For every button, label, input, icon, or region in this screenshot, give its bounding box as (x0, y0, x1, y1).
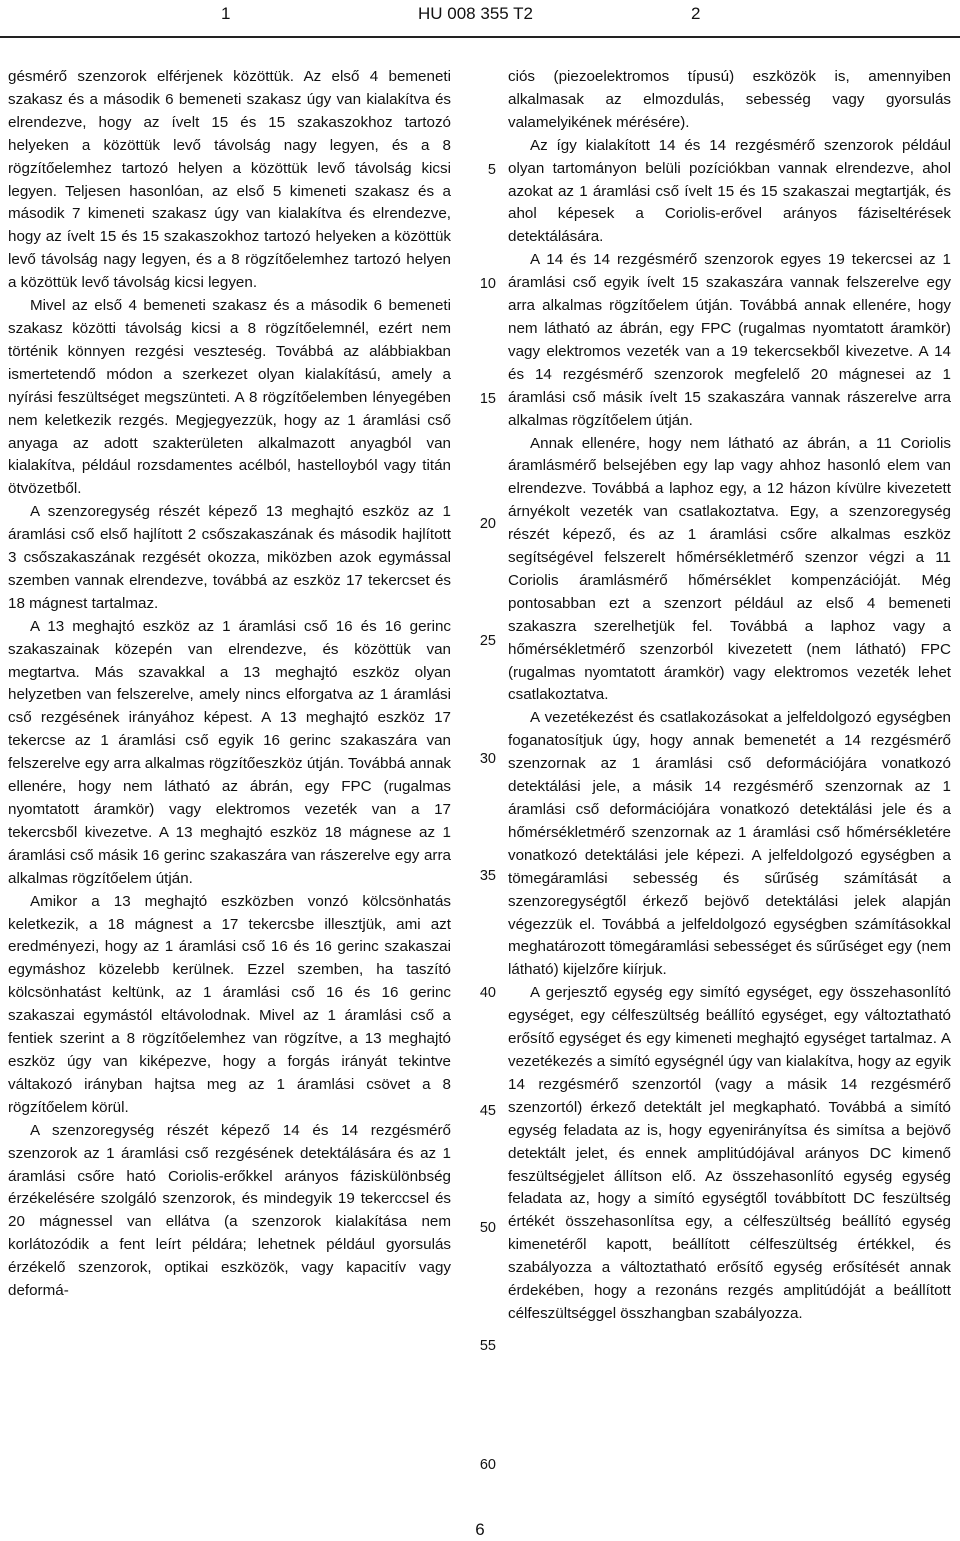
column-number-right: 2 (691, 4, 701, 23)
line-number: 35 (479, 868, 496, 884)
line-number: 20 (479, 516, 496, 532)
column-number-left: 1 (221, 4, 231, 23)
line-number: 50 (479, 1220, 496, 1236)
left-column (8, 66, 451, 1303)
paragraph: A 13 meghajtó eszköz az 1 áramlási cső 16 és 16 gerinc szakaszainak közepén van elrendezve, és közöttük van megtartva. Más szavakkal a 13 meghajtó eszköz olyan helyzetben van felszerelve, amely nincs elforgatva az 1 áramlási cső rezgésének irányához képest. A 13 meghajtó eszköz 17 tekercse az 1 áramlási cső egyik 16 gerinc szakaszára van felszerelve egy arra alkalmas rögzítőeszköz útján. Továbbá annak ellenére, hogy nem látható az ábrán, egy FPC (rugalmas nyomtatott áramkör) vagy elektromos vezeték van a 17 tekercsből kivezetve. A 13 meghajtó eszköz 18 mágnese az 1 áramlási cső másik 16 gerinc szakaszára van rászerelve egy arra alkalmas rögzítőelem útján. (8, 617, 451, 887)
line-number: 15 (479, 391, 496, 407)
paragraph: gésmérő szenzorok elférjenek közöttük. Az első 4 bemeneti szakasz és a második 6 bemeneti szakasz úgy van kialakítva és elrendezve, hogy az ívelt 15 és 15 szakaszokhoz tartozó helyeken a közöttük levő távolság nagy legyen, és a 8 rögzítőelemhez tartozó helyen a közöttük levő távolság kicsi legyen. Teljesen hasonlóan, az első 5 kimeneti szakasz és a második 7 kimeneti szakasz úgy van kialakítva és elrendezve, hogy az ívelt 15 és 15 szakaszokhoz tartozó helyeken a közöttük levő távolság nagy legyen, és a 8 rögzítőelemhez tartozó helyen a közöttük levő távolság kicsi legyen. (8, 68, 451, 292)
line-numbers (466, 0, 496, 1541)
paragraph: A szenzoregység részét képező 14 és 14 rezgésmérő szenzorok az 1 áramlási cső rezgésének detektálására és az 1 áramlási csőre ható Coriolis-erőkkel arányos fáziskülönbség érzékelésére szolgáló szenzorok, és mindegyik 19 tekerccsel és 20 mágnessel van ellátva (a szenzorok kialakítása nem korlátozódik a fent leírt példára; lehetnek például gyorsulás érzékelő szenzorok, optikai eszközök, vagy kapacitív vagy deformá- (8, 1121, 451, 1300)
line-number: 55 (479, 1338, 496, 1354)
document-id: HU 008 355 T2 (418, 4, 533, 23)
paragraph: A szenzoregység részét képező 13 meghajtó eszköz az 1 áramlási cső első hajlított 2 csőszakaszának és második hajlított 3 csőszakaszának rezgését okozza, miközben azok egymással szemben vannak elrendezve, továbbá az eszköz 17 tekercset és 18 mágnest tartalmaz. (8, 503, 451, 612)
paragraph: Amikor a 13 meghajtó eszközben vonzó kölcsönhatás keletkezik, a 18 mágnest a 17 tekercsbe illesztjük, ami azt eredményezi, hogy az 1 áramlási cső 16 és 16 gerinc szakaszai egymáshoz közelebb kerülnek. Ezzel szemben, ha taszító kölcsönhatást keltünk, az 1 áramlási cső 16 és 16 gerinc szakaszai egymástól eltávolodnak. Mivel az 1 áramlási cső a fentiek szerint a 8 rögzítőelemhez van rögzítve, a 13 meghajtó eszköz úgy van kiképezve, hogy a forgás irányát tekintve váltakozó irányban hajtsa meg az 1 áramlási csövet a 8 rögzítőelem körül. (8, 892, 451, 1116)
line-number: 5 (487, 162, 496, 178)
line-number: 10 (479, 276, 496, 292)
line-number: 45 (479, 1103, 496, 1119)
line-number: 30 (479, 751, 496, 767)
paragraph: Mivel az első 4 bemeneti szakasz és a második 6 bemeneti szakasz közötti távolság kicsi a 8 rögzítőelemnél, ezért nem történik könnyen rezgési veszteség. Továbbá az alábbiakban ismertetendő módon a szerkezet olyan kialakítású, amely a nyírási feszültséget megszünteti. A 8 rögzítőelemben lényegében nem keletkezik rezgés. Megjegyezzük, hogy az 1 áramlási cső anyaga az adott szakterületen alkalmazott anyagból van kialakítva, például rozsdamentes acélból, hastelloyból vagy titán ötvözetből. (8, 297, 451, 498)
paragraph: A gerjesztő egység egy simító egységet, egy összehasonlító egységet, egy célfeszültség beállító egységet, egy változtatható erősítő egységet és egy kimeneti meghajtó egységet tartalmaz. A vezetékezés a simító egységnél úgy van kialakítva, hogy az egyik 14 rezgésmérő szenzortól (vagy a másik 14 rezgésmérő szenzortól) érkező detektált jel megkapható. Továbbá a simító egység feladata az is, hogy egyenirányítsa és simítsa a bejövő detektált jelet, és ennek amplitúdójával arányos DC kimenő feszültségjelet állítson elő. Az összehasonlító egység egység feladata az, hogy a simító egységtől továbbított DC feszültség értékét összehasonlítsa egy, a célfeszültség beállító egység kimenetéről kapott, beállított célfeszültség értékkel, és szabályozza a változtatható erősítő egység erősítését annak érdekében, hogy a rezonáns rezgés amplitúdóját a beállított célfeszültséggel összhangban szabályozza. (508, 984, 951, 1322)
line-number: 40 (479, 985, 496, 1001)
paragraph: ciós (piezoelektromos típusú) eszközök is, amennyiben alkalmasak az elmozdulás, sebesség vagy gyorsulás valamelyikének mérésére). (508, 68, 951, 131)
line-number: 25 (479, 633, 496, 649)
right-column (508, 66, 951, 1326)
paragraph: A 14 és 14 rezgésmérő szenzorok egyes 19 tekercsei az 1 áramlási cső egyik ívelt 15 szakaszára vannak felszerelve egy arra alkalmas rögzítőelem útján. Továbbá annak ellenére, hogy nem látható az ábrán, egy FPC (rugalmas nyomtatott áramkör) vagy elektromos vezeték van a 19 tekercsekből kivezetve. A 14 és 14 rezgésmérő szenzorok megfelelő 20 mágnesei az 1 áramlási cső másik ívelt 15 szakaszára vannak rászerelve arra alkalmas rögzítőelem útján. (508, 251, 951, 429)
page-number: 6 (475, 1520, 485, 1539)
line-number: 60 (479, 1457, 496, 1473)
paragraph: Az így kialakított 14 és 14 rezgésmérő szenzorok például olyan tartományon belüli pozíciókban vannak elrendezve, ahol azokat az 1 áramlási cső ívelt 15 és 15 szakaszai megtartják, és ahol képesek a Coriolis-erővel arányos fáziseltérések detektálására. (508, 136, 951, 246)
paragraph: Annak ellenére, hogy nem látható az ábrán, a 11 Coriolis áramlásmérő belsejében egy lap vagy ahhoz hasonló elem van elrendezve. Továbbá a laphoz egy, a 12 házon kívülre kivezetett árnyékolt vezeték van csatlakoztatva. Egy, a szenzoregység részét képező, és az 1 áramlási csőre alkalmas eszköz segítségével felszerelt hőmérsékletmérő szenzor végzi a 11 Coriolis áramlásmérő hőmérséklet kompenzációját. Még pontosabban ezt a szenzort például az első 4 bemeneti szakaszra szerelhetjük fel. Továbbá a laphoz vagy a hőmérsékletmérő szenzorból kivezetett (nem látható) FPC (rugalmas nyomtatott áramkör) vagy elektromos vezeték lehet csatlakoztatva. (508, 434, 951, 704)
paragraph: A vezetékezést és csatlakozásokat a jelfeldolgozó egységben foganatosítjuk úgy, hogy annak bemenetét a 14 rezgésmérő szenzornak az 1 áramlási cső deformációjára vonatkozó detektálási jele, a másik 14 rezgésmérő szenzornak az 1 áramlási cső deformációjára vonatkozó detektálási jele és a hőmérsékletmérő szenzornak az 1 áramlási cső hőmérsékletére vonatkozó detektálási jele képezi. A jelfeldolgozó egységben a tömegáramlási sebesség és sűrűség számítását a szenzoregységtől érkező bejövő detektálási jelek alapján végezzük el. Továbbá a jelfeldolgozó egységben számításokkal meghatározott tömegáramlási sebességet és sűrűséget egy (nem látható) kijelzőre kiírjuk. (508, 709, 951, 979)
